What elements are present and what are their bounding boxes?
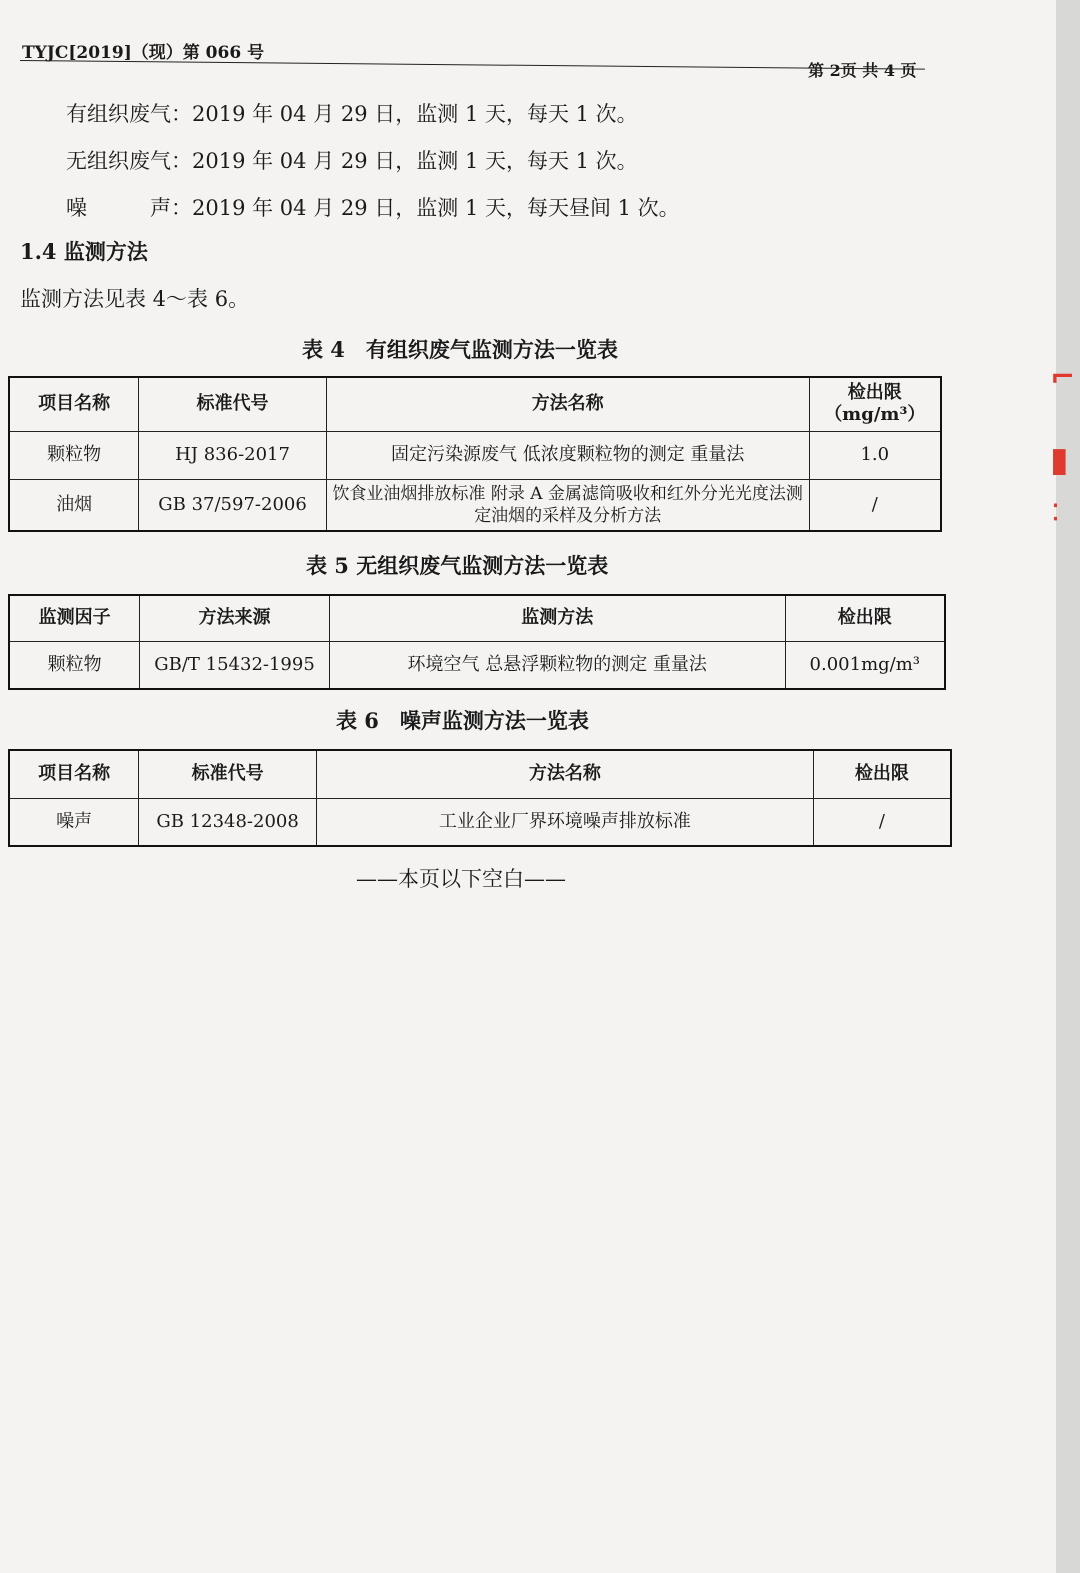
schedule-label: 有组织废气：	[66, 102, 192, 126]
section-intro: 监测方法见表 4～表 6。	[20, 287, 250, 311]
header-cell: 检出限（mg/m³）	[809, 377, 941, 431]
table5	[8, 594, 946, 690]
header-cell: 项目名称	[9, 750, 139, 798]
header-cell: 方法来源	[140, 595, 330, 641]
table-cell: /	[809, 479, 941, 531]
table-cell: 环境空气 总悬浮颗粒物的测定 重量法	[329, 641, 785, 689]
table4-caption: 表 4 有组织废气监测方法一览表	[302, 337, 618, 362]
table-cell: GB 37/597-2006	[139, 479, 327, 531]
table-cell: 1.0	[809, 431, 941, 479]
schedule-text: 2019 年 04 月 29 日，监测 1 天，每天昼间 1 次。	[192, 196, 680, 220]
header-cell: 方法名称	[316, 750, 813, 798]
table6-caption: 表 6 噪声监测方法一览表	[336, 708, 589, 733]
header-rule	[20, 60, 925, 70]
red-stamp-fragment-1: ⌐	[1050, 360, 1076, 395]
red-stamp-fragment-3: ⁚	[1052, 500, 1059, 526]
blank-page-note: ——本页以下空白——	[356, 867, 566, 891]
red-stamp-fragment-2: ▮	[1050, 440, 1069, 480]
table-header-row	[9, 377, 941, 431]
report-number: TYJC[2019]（现）第 066 号	[22, 43, 265, 63]
table-row	[9, 798, 951, 846]
header-cell: 监测方法	[329, 595, 785, 641]
page-number: 第 2页 共 4 页	[808, 61, 917, 80]
table-row	[9, 479, 941, 531]
table-cell: 颗粒物	[9, 641, 140, 689]
schedule-line-noise	[66, 192, 680, 222]
table-cell: 固定污染源废气 低浓度颗粒物的测定 重量法	[326, 431, 809, 479]
header-cell: 检出限	[813, 750, 951, 798]
schedule-label: 噪 声：	[66, 196, 192, 220]
schedule-line-organized	[66, 98, 638, 128]
table-row	[9, 641, 945, 689]
table-cell: 油烟	[9, 479, 139, 531]
header-cell: 监测因子	[9, 595, 140, 641]
table5-caption: 表 5 无组织废气监测方法一览表	[306, 553, 609, 578]
table-cell: HJ 836-2017	[139, 431, 327, 479]
table-row	[9, 431, 941, 479]
schedule-text: 2019 年 04 月 29 日，监测 1 天，每天 1 次。	[192, 149, 638, 173]
schedule-label: 无组织废气：	[66, 149, 192, 173]
table-cell: 工业企业厂界环境噪声排放标准	[316, 798, 813, 846]
header-cell: 标准代号	[139, 377, 327, 431]
schedule-text: 2019 年 04 月 29 日，监测 1 天，每天 1 次。	[192, 102, 638, 126]
table-cell: 0.001mg/m³	[785, 641, 945, 689]
table-cell: 饮食业油烟排放标准 附录 A 金属滤筒吸收和红外分光光度法测定油烟的采样及分析方法	[326, 479, 809, 531]
table-cell: 颗粒物	[9, 431, 139, 479]
header-cell: 标准代号	[139, 750, 317, 798]
header-cell: 项目名称	[9, 377, 139, 431]
table-header-row	[9, 750, 951, 798]
header-cell: 检出限	[785, 595, 945, 641]
page-edge-shadow	[1056, 0, 1080, 1573]
table-cell: GB 12348-2008	[139, 798, 317, 846]
table-cell: GB/T 15432-1995	[140, 641, 330, 689]
schedule-line-unorganized	[66, 145, 638, 175]
section-heading: 1.4 监测方法	[20, 239, 148, 264]
table-header-row	[9, 595, 945, 641]
table6	[8, 749, 952, 847]
table4	[8, 376, 942, 532]
table-cell: 噪声	[9, 798, 139, 846]
header-cell: 方法名称	[326, 377, 809, 431]
table-cell: /	[813, 798, 951, 846]
